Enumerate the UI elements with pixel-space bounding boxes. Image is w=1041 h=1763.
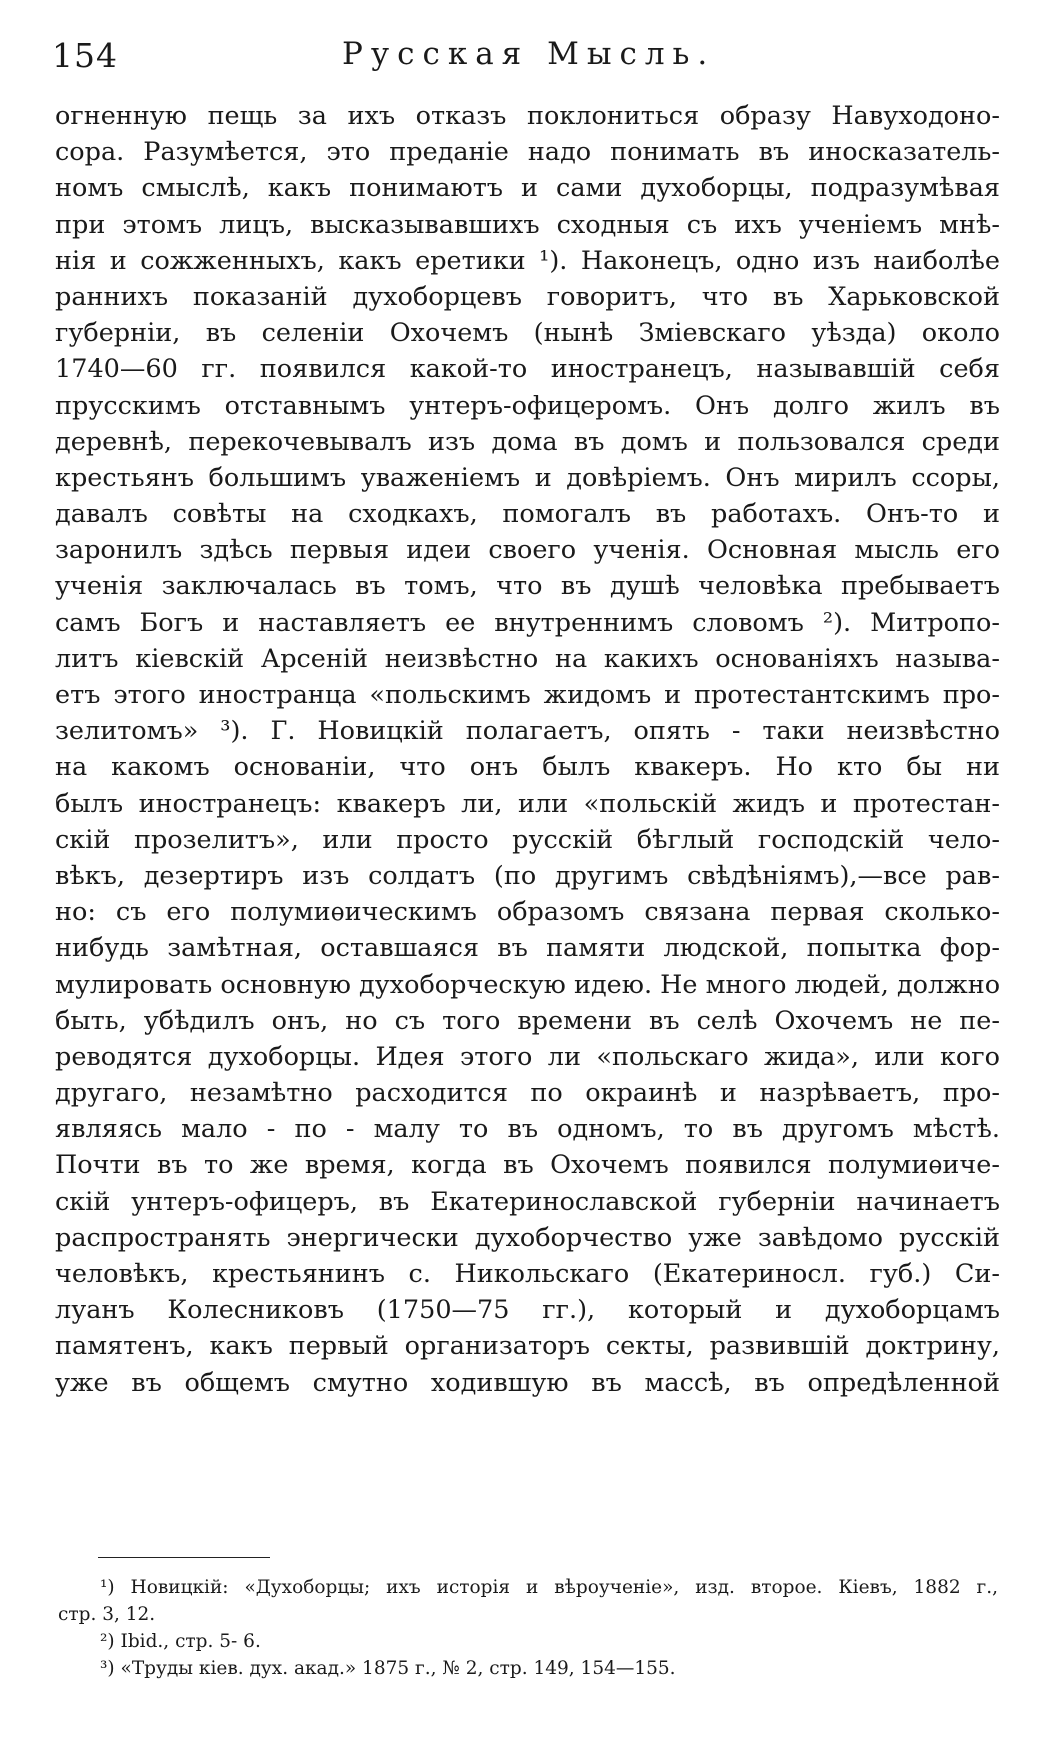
footnote-1-continuation: стр. 3, 12.: [58, 1604, 156, 1625]
text-line: давалъ совѣты на сходкахъ, помогалъ въ работахъ. Онъ-то и: [55, 499, 1000, 530]
body-text: [55, 98, 1000, 1401]
page-header: [52, 36, 997, 86]
text-line: уже въ общемъ смутно ходившую въ массѣ, въ опредѣленной: [55, 1367, 1000, 1398]
text-line: памятенъ, какъ первый организаторъ секты, развившій доктрину,: [55, 1331, 1000, 1362]
text-line: человѣкъ, крестьянинъ с. Никольскаго (Екатериносл. губ.) Си-: [55, 1259, 1000, 1289]
text-line: распространять энергически духоборчество уже завѣдомо русскій: [55, 1222, 1000, 1253]
page-number: 154: [52, 36, 118, 75]
text-line: другаго, незамѣтно расходится по окраинѣ и назрѣваетъ, про-: [55, 1078, 1000, 1109]
text-line: луанъ Колесниковъ (1750—75 гг.), который и духоборцамъ: [55, 1295, 1000, 1326]
text-line: етъ этого иностранца «польскимъ жидомъ и протестантскимъ про-: [55, 680, 1000, 710]
footnote-3: ³) «Труды кіев. дух. акад.» 1875 г., № 2, стр. 149, 154—155.: [100, 1658, 676, 1679]
text-line: губерніи, въ селеніи Охочемъ (нынѣ Зміевскаго уѣзда) около: [55, 318, 1000, 349]
footnote-1: ¹) Новицкій: «Духоборцы; ихъ исторія и вѣроученіе», изд. второе. Кіевъ, 1882 г.,: [100, 1577, 998, 1598]
text-line: нія и сожженныхъ, какъ еретики ¹). Наконецъ, одно изъ наиболѣе: [55, 245, 1000, 276]
text-line: 1740—60 гг. появился какой-то иностранецъ, называвшій себя: [55, 354, 1000, 385]
text-line: зелитомъ» ³). Г. Новицкій полагаетъ, опять - таки неизвѣстно: [55, 716, 1000, 747]
text-line: вѣкъ, дезертиръ изъ солдатъ (по другимъ свѣдѣніямъ),—все рав-: [55, 860, 1000, 891]
text-line: но: съ его полумиѳическимъ образомъ связана первая сколько-: [55, 897, 1000, 928]
footnote-divider: [98, 1557, 270, 1558]
text-line: былъ иностранецъ: квакеръ ли, или «польскій жидъ и протестан-: [55, 788, 1000, 819]
text-line: заронилъ здѣсь первыя идеи своего ученія. Основная мысль его: [55, 535, 1000, 566]
text-line: на какомъ основаніи, что онъ былъ квакеръ. Но кто бы ни: [55, 752, 1000, 783]
text-line: раннихъ показаній духоборцевъ говоритъ, что въ Харьковской: [55, 281, 1000, 312]
text-line: сора. Разумѣется, это преданіе надо понимать въ иносказатель-: [55, 137, 1000, 168]
text-line: являясь мало - по - малу то въ одномъ, то въ другомъ мѣстѣ.: [55, 1114, 1000, 1145]
text-line: деревнѣ, перекочевывалъ изъ дома въ домъ и пользовался среди: [55, 426, 1000, 457]
text-line: скій прозелитъ», или просто русскій бѣглый господскій чело-: [55, 824, 1000, 855]
text-line: Почти въ то же время, когда въ Охочемъ появился полумиѳиче-: [55, 1150, 1000, 1181]
text-line: ученія заключалась въ томъ, что въ душѣ человѣка пребываетъ: [55, 571, 1000, 602]
text-line: литъ кіевскій Арсеній неизвѣстно на какихъ основаніяхъ называ-: [55, 643, 1000, 674]
footnote-2: ²) Ibid., стр. 5- 6.: [100, 1631, 261, 1652]
text-line: мулировать основную духоборческую идею. Не много людей, должно: [55, 969, 1000, 1000]
text-line: быть, убѣдилъ онъ, но съ того времени въ селѣ Охочемъ не пе-: [55, 1005, 1000, 1036]
running-title: Русская Мысль.: [342, 36, 716, 72]
text-line: скій унтеръ-офицеръ, въ Екатеринославской губерніи начинаетъ: [55, 1186, 1000, 1217]
text-line: огненную пещь за ихъ отказъ поклониться образу Навуходоно-: [55, 101, 1000, 131]
text-line: самъ Богъ и наставляетъ ее внутреннимъ словомъ ²). Митропо-: [55, 607, 1000, 638]
text-line: прусскимъ отставнымъ унтеръ-офицеромъ. Онъ долго жилъ въ: [55, 390, 1000, 421]
text-line: при этомъ лицъ, высказывавшихъ сходныя съ ихъ ученіемъ мнѣ-: [55, 209, 1000, 240]
text-line: крестьянъ большимъ уваженіемъ и довѣріемъ. Онъ мирилъ ссоры,: [55, 462, 1000, 493]
text-line: нибудь замѣтная, оставшаяся въ памяти людской, попытка фор-: [55, 933, 1000, 964]
text-line: номъ смыслѣ, какъ понимаютъ и сами духоборцы, подразумѣвая: [55, 173, 1000, 204]
footnotes: [58, 1574, 998, 1682]
text-line: реводятся духоборцы. Идея этого ли «польскаго жида», или кого: [55, 1041, 1000, 1072]
